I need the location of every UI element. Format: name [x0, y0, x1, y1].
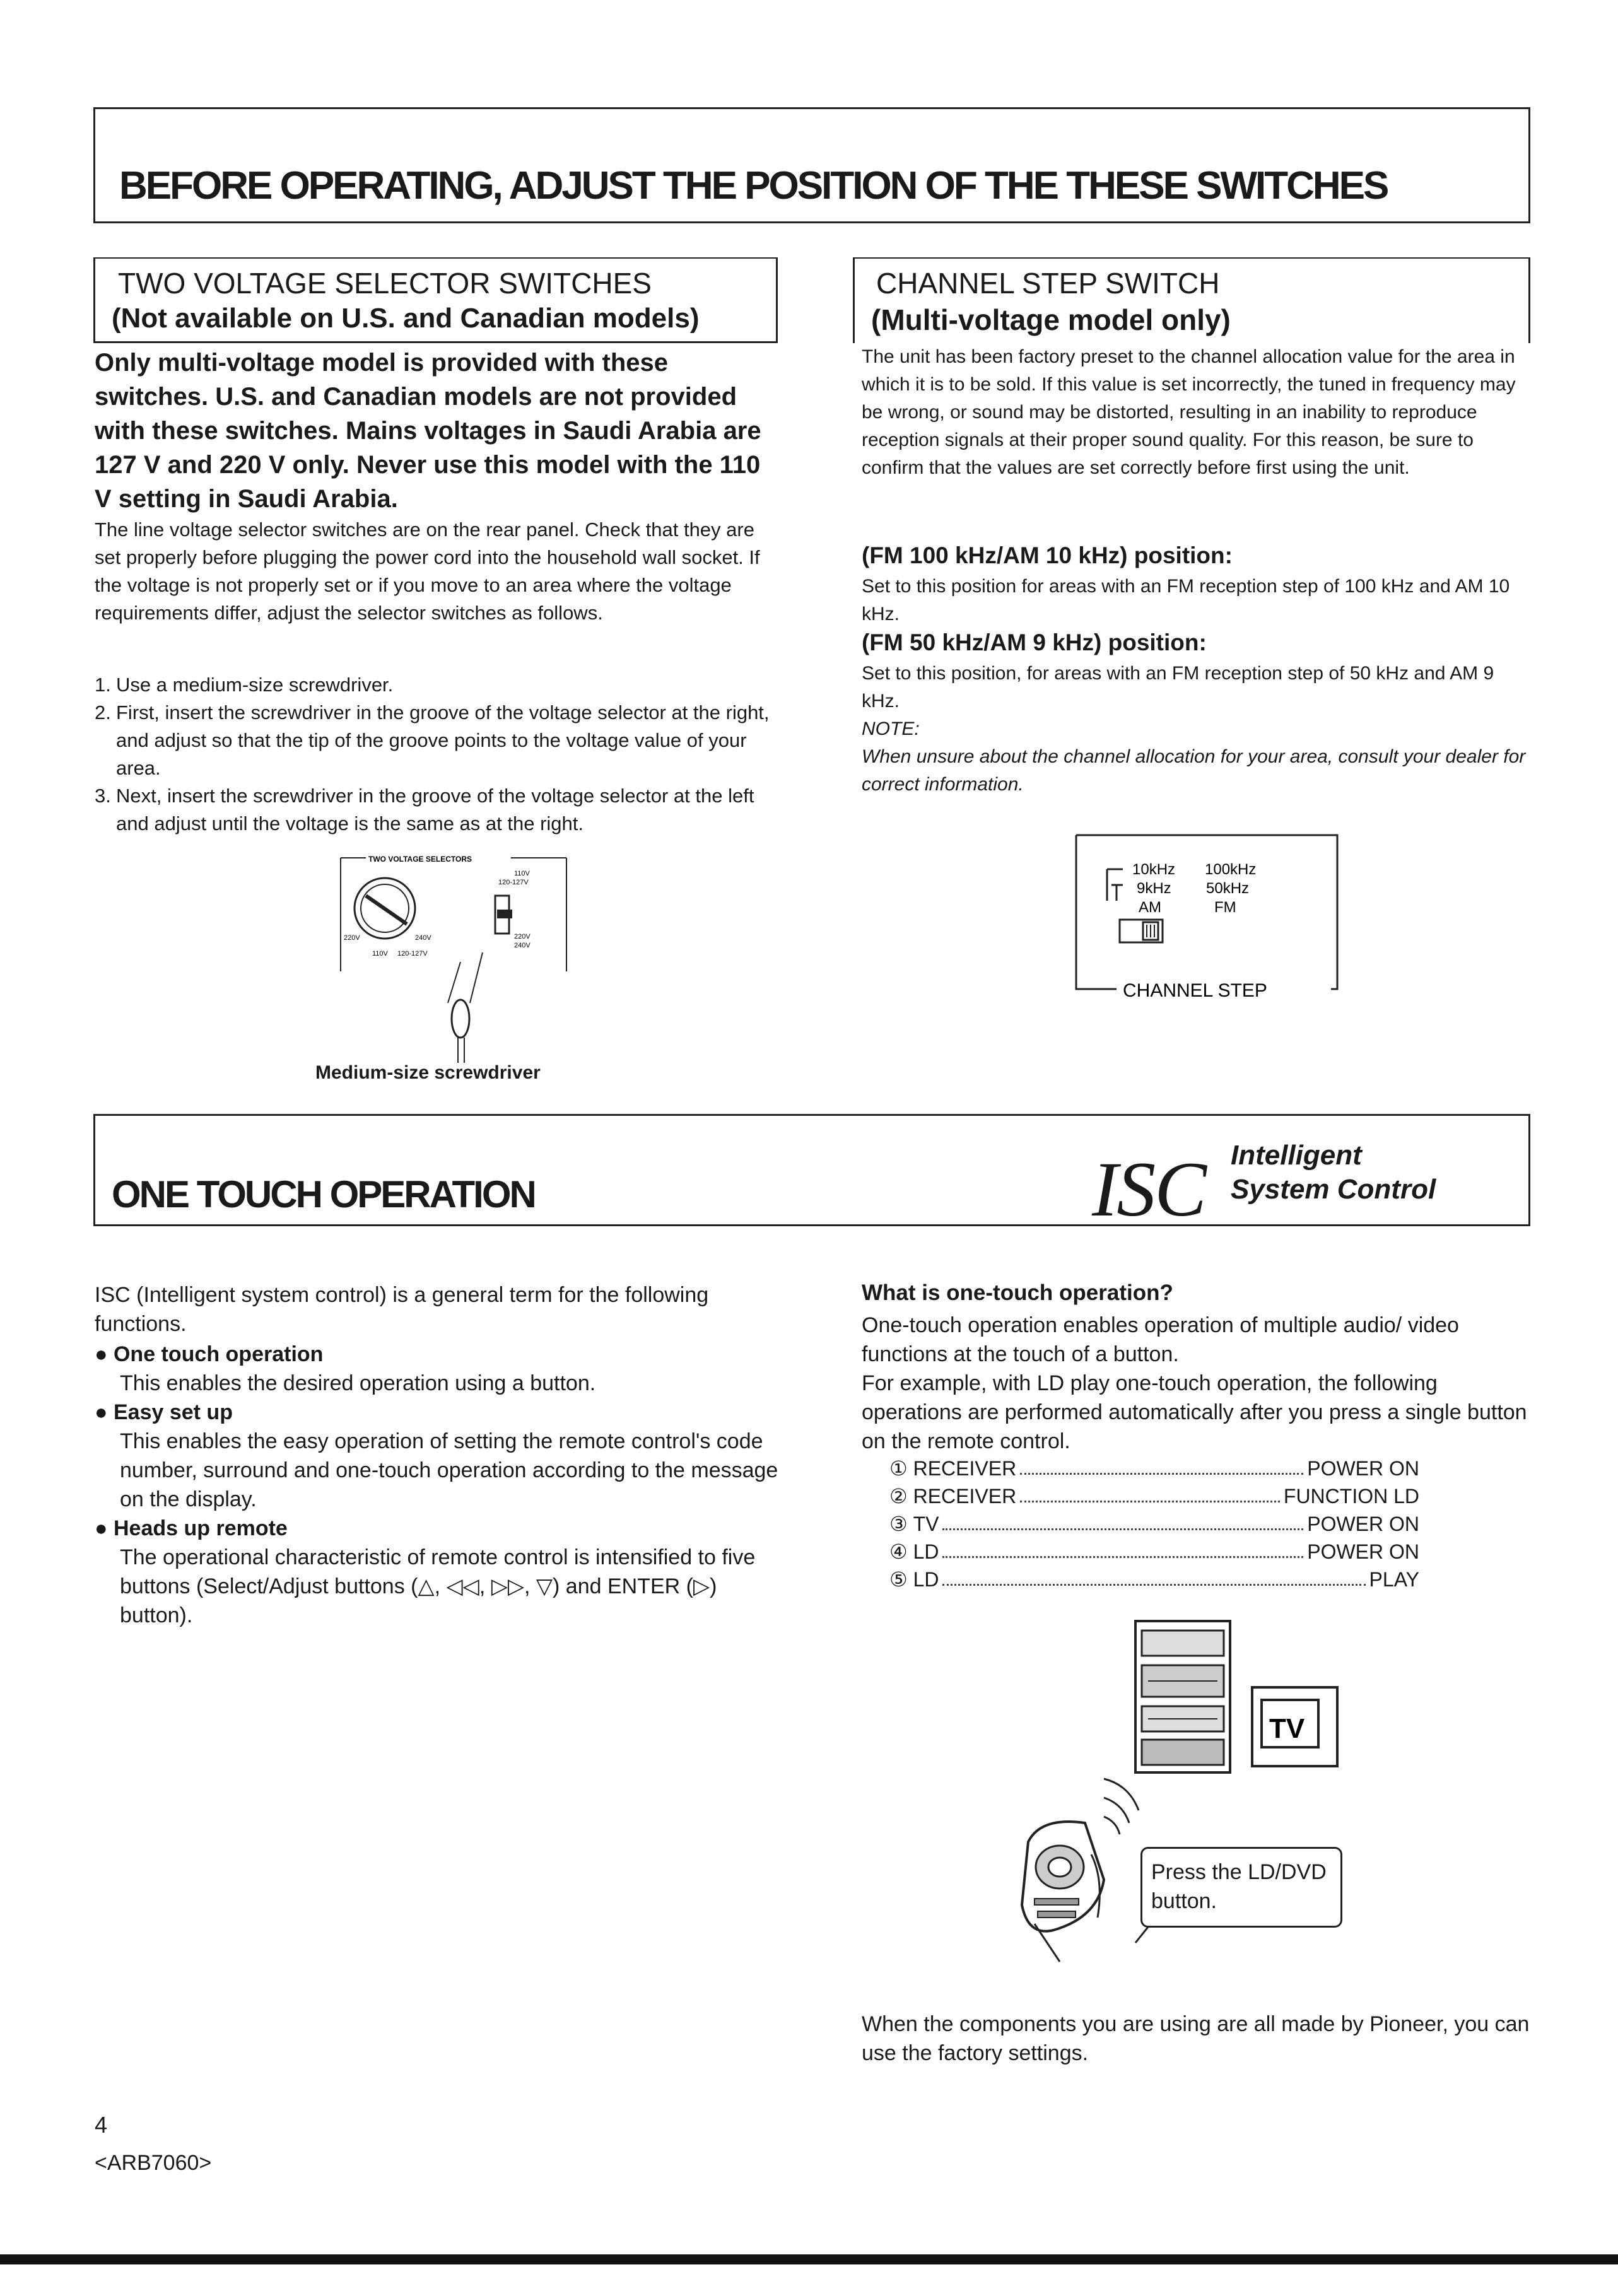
what-is-p2: For example, with LD play one-touch operation, the following operations are performed automatically after you press a single button on the remote control. [862, 1371, 1527, 1453]
khz-label: 10kHz [1132, 861, 1176, 878]
signal-waves-icon [1104, 1779, 1139, 1834]
sequence-row: ⑤ LD PLAY [889, 1566, 1419, 1593]
khz-label: 100kHz [1205, 861, 1257, 878]
voltage-label: 240V [514, 942, 531, 949]
position2-text: Set to this position, for areas with an FM reception step of 50 kHz and AM 9 kHz. [862, 663, 1494, 712]
isc-items [95, 1340, 779, 1630]
voltage-label: 220V [344, 934, 360, 942]
isc-line2: System Control [1231, 1174, 1436, 1205]
what-is-heading: What is one-touch operation? [862, 1280, 1173, 1305]
operation-sequence [889, 1455, 1419, 1593]
sequence-row: ② RECEIVER FUNCTION LD [889, 1482, 1419, 1510]
doc-code: <ARB7060> [95, 2151, 212, 2175]
voltage-label: 120-127V [397, 950, 428, 958]
khz-label: 9kHz [1137, 880, 1171, 897]
channel-heading-box [853, 257, 1530, 343]
bullet-icon: ● [95, 1400, 114, 1424]
band-label: AM [1139, 899, 1161, 916]
figure-header: TWO VOLTAGE SELECTORS [368, 855, 472, 864]
position1-text: Set to this position for areas with an FM reception step of 100 kHz and AM 10 kHz. [862, 576, 1510, 624]
note-text: When unsure about the channel allocation for your area, consult your dealer for correct information. [862, 746, 1526, 795]
press-button-callout: Press the LD/DVD button. [1140, 1847, 1342, 1928]
sequence-row: ① RECEIVER POWER ON [889, 1455, 1419, 1482]
sequence-row: ③ TV POWER ON [889, 1510, 1419, 1538]
isc-item: ● One touch operation This enables the desired operation using a button. [95, 1342, 596, 1395]
note-label: NOTE: [862, 718, 920, 739]
isc-item: ● Easy set up This enables the easy operation of setting the remote control's code number, surround and one-touch operation according to the message on the display. [95, 1400, 778, 1511]
isc-logo: ISC [1092, 1146, 1205, 1233]
position2-heading: (FM 50 kHz/AM 9 kHz) position: [862, 630, 1207, 655]
channel-paragraph: The unit has been factory preset to the channel allocation value for the area in which it is to be sold. If this value is set incorrectly, the tuned in frequency may be wrong, or sound may be distorted, resulting in an inability to reproduce reception signals at their proper sound quality. For this reason, be sure to confirm that the values are set correctly before first using the unit. [862, 346, 1516, 478]
voltage-label: 240V [415, 934, 431, 942]
bullet-icon: ● [95, 1516, 114, 1540]
step-item: 1. Use a medium-size screwdriver. [95, 674, 394, 696]
channel-step-caption: CHANNEL STEP [1123, 980, 1267, 1001]
khz-label: 50kHz [1206, 880, 1250, 897]
voltage-warning: Only multi-voltage model is provided with these switches. U.S. and Canadian models are not provided with these switches. Mains voltages in Saudi Arabia are 127 V and 220 V only. Never use this model with the 110 V setting in Saudi Arabia. [95, 349, 761, 513]
voltage-paragraph: The line voltage selector switches are on the rear panel. Check that they are set properly before plugging the power cord into the household wall socket. If the voltage is not properly set or if you move to an area where the voltage requirements differ, adjust the selector switches as follows. [95, 518, 760, 624]
tv-icon [1252, 1687, 1337, 1766]
voltage-label: 120-127V [498, 879, 529, 886]
isc-item: ● Heads up remote The operational characteristic of remote control is intensified to five buttons (Select/Adjust buttons (△, ◁◁, ▷▷, ▽) and ENTER (▷) button). [95, 1516, 756, 1627]
sequence-row: ④ LD POWER ON [889, 1538, 1419, 1566]
voltage-label: 110V [372, 950, 388, 958]
bullet-icon: ● [95, 1342, 114, 1366]
channel-step-figure [1072, 831, 1344, 1008]
one-touch-title: ONE TOUCH OPERATION [112, 1173, 535, 1215]
channel-heading-line2: (Multi-voltage model only) [871, 303, 1231, 336]
voltage-label: 220V [514, 933, 531, 940]
isc-line1: Intelligent [1231, 1140, 1362, 1171]
voltage-steps [95, 671, 773, 838]
top-banner [93, 107, 1530, 223]
step-item: 3. Next, insert the screwdriver in the groove of the voltage selector at the left and adjust until the voltage is the same as at the right. [95, 785, 754, 835]
screwdriver-icon [452, 1000, 469, 1038]
footer-bar [0, 2254, 1618, 2264]
position1-heading: (FM 100 kHz/AM 10 kHz) position: [862, 542, 1233, 568]
page-number: 4 [95, 2112, 108, 2138]
band-label: FM [1214, 899, 1236, 916]
stereo-rack-icon [1135, 1621, 1230, 1772]
isc-intro: ISC (Intelligent system control) is a general term for the following functions. [95, 1283, 709, 1336]
voltage-label: 110V [514, 870, 530, 877]
page-title: BEFORE OPERATING, ADJUST THE POSITION OF THE THESE SWITCHES [119, 164, 1388, 208]
closing-text: When the components you are using are all made by Pioneer, you can use the factory settings. [862, 2012, 1530, 2065]
voltage-selector-figure [303, 852, 580, 1066]
tv-label: TV [1269, 1713, 1305, 1744]
remote-control-icon [1022, 1822, 1104, 1962]
screwdriver-caption: Medium-size screwdriver [315, 1062, 541, 1083]
voltage-heading-box [93, 257, 778, 343]
step-item: 2. First, insert the screwdriver in the groove of the voltage selector at the right, and adjust so that the tip of the groove points to the voltage value of your area. [95, 701, 770, 779]
what-is-p1: One-touch operation enables operation of multiple audio/ video functions at the touch of a button. [862, 1313, 1459, 1366]
voltage-heading-line1: TWO VOLTAGE SELECTOR SWITCHES [118, 267, 652, 300]
channel-heading-line1: CHANNEL STEP SWITCH [876, 267, 1220, 300]
voltage-heading-line2: (Not available on U.S. and Canadian models) [112, 303, 700, 334]
one-touch-banner [93, 1114, 1530, 1233]
